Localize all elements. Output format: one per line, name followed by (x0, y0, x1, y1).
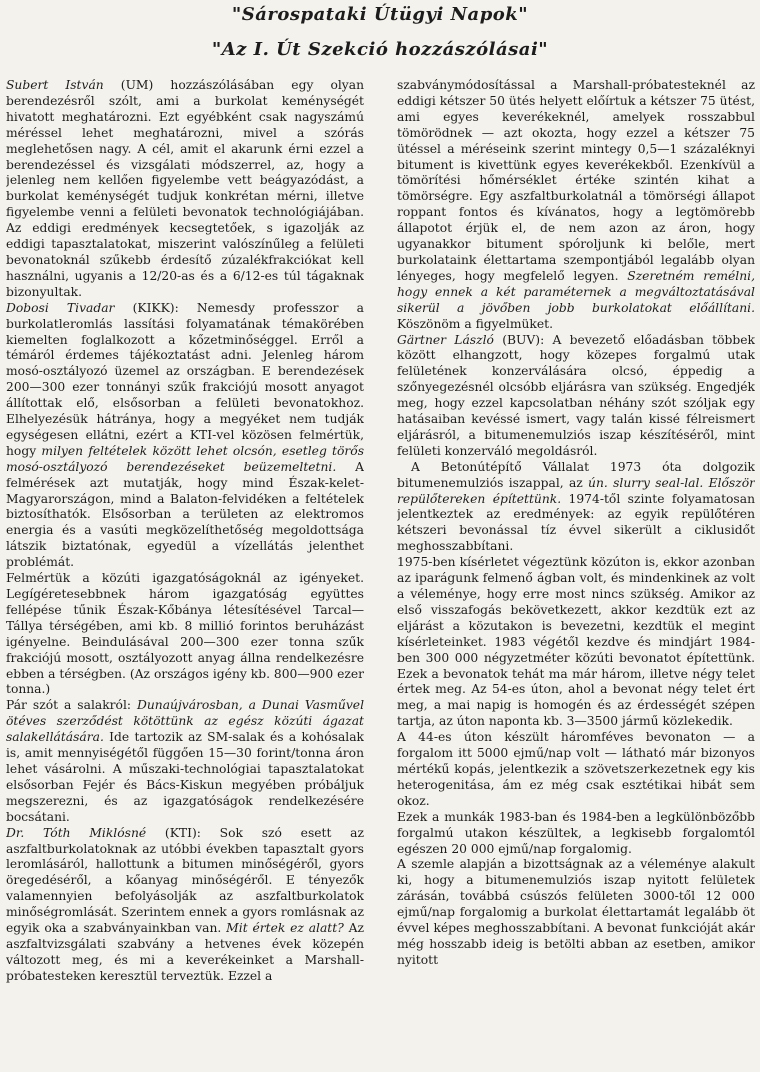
paragraph-gartner (397, 333, 755, 460)
italic-run: Gärtner László (397, 332, 494, 347)
text-run: A Betonútépítő Vállalat 1973 óta dolgozik bitumenemulziós iszappal, az (397, 459, 755, 490)
paragraph-1975 (397, 555, 755, 730)
paragraph-subert (6, 78, 364, 301)
text-run: Az aszfaltvizsgálati szabvány a hetvenes évek közepén változott meg, és mi a keverékeinket a Marshall-próbatesteken keresztül terveztük. Ezzel a (6, 921, 364, 983)
text-run: (KIKK): Nemesdy professzor a burkolatleromlás lassítási folyamatának témakörében kiemelten foglalkozott a kőzetminőséggel. Erről a témáról érdemes tájékoztatást adni. Jelenleg három mosó-osztályozó üzemel az országban. E berendezések 200—300 ezer tonnányi szűk frakciójú mosott anyagot állítottak elő, elsősorban a felületi bevonatokhoz. Elhelyezésük hátránya, hogy a megyéket nem tudják egységesen ellátni, ezért a KTI-vel közösen felmértük, hogy (6, 300, 364, 458)
text-run: Ide tartozik az SM-salak és a kohósalak is, amit mennyiségétől függően 15—30 forint/tonna áron lehet vásárolni. A műszaki-technológiai tapasztalatokat elsősorban Fejér és Bács-Kiskun megyében próbáljuk megszerezni, és az igazgatóságok rendelkezésére bocsátani. (6, 730, 364, 824)
italic-run: Subert István (6, 78, 104, 92)
text-run: Pár szót a salakról: (6, 698, 137, 713)
paragraph-betonutepito (397, 460, 755, 555)
italic-run: milyen feltételek között lehet olcsón, esetleg törős mosó-osztályozó berendezéseket beüzemeltetni. (6, 443, 364, 474)
text-run: A 44-es úton készült háromféves bevonaton — a forgalom itt 5000 ejmű/nap volt — látható már bizonyos mértékű kopás, jelentkezik a szövetszerkezetnek egy kis heterogenitása, ám ez még csak esztétikai hibát sem okoz. (397, 730, 755, 808)
italic-run: Mit értek ez alatt? (226, 921, 344, 936)
text-run: A felmérések azt mutatják, hogy mind Észak-kelet-Magyarországon, mind a Balaton-felvidéken a feltételek biztosíthatók. Elsősorban a területen az elektromos energia és a vasúti megközelíthetőség megoldottsága látszik biztatónak, egyedül a vízellátás jelenthet problémát. (6, 459, 364, 570)
text-run: (BUV): A bevezető előadásban többek között elhangzott, hogy közepes forgalmú utak felületének konzerválására olcsó, éppedig a szőnyegezésnél olcsóbb eljárásra van szükség. Engedjék meg, hogy ezzel kapcsolatban néhány szót szóljak egy hatásaiban kevéssé ismert, vagy talán kissé félreismert eljárásról, a bitumenemulziós iszap készítéséről, mint felületi konzerváló megoldásról. (397, 332, 755, 458)
italic-run: ún. slurry seal-lal. Először repülőtereken építettünk. (397, 475, 755, 506)
article-title: "Sárospataki Útügyi Napok" (231, 4, 529, 25)
text-run: A szemle alapján a bizottságnak az a véleménye alakult ki, hogy a bitumenemulziós iszap nyitott felületek zárásán, továbbá csúszós felületen 3000-től 12 000 ejmű/nap forgalomig a burkolat élettartamát legalább öt évvel képes meghosszabbítani. A bevonat funkcióját akár még hosszabb ideig is betölti abban az esetben, amikor nyitott (397, 857, 755, 967)
paragraph-44-ut (397, 730, 755, 810)
italic-run: Dunaújvárosban, a Dunai Vasművel ötéves szerződést kötöttünk az egész közúti ágazat salakellátására. (6, 698, 364, 745)
italic-run: Szeretném remélni, hogy ennek a két paraméternek a megváltoztatásával sikerül a jövőben jobb burkolatokat előállítani. (397, 268, 755, 315)
paragraph-salak (6, 698, 364, 825)
paragraph-1983-1984 (397, 810, 755, 858)
right-column (397, 78, 755, 1068)
text-run: (UM) hozzászólásában egy olyan berendezésről szólt, ami a burkolat keménységét hivatott meghatározni. Ezt egyébként csak nagyszámú méréssel lehet meghatározni, mivel a szórás meglehetősen nagy. A cél, amit el akarunk érni ezzel a berendezéssel és vizsgálati módszerrel, az, hogy a jelenleg nem kellően figyelembe vett beágyazódást, a burkolat keménységét tudjuk konkrétan mérni, illetve figyelembe venni a felületi bevonatok technológiájában. Az eddigi eredmények kecsegtetőek, s igazolják az eddigi tapasztalatokat, miszerint valószínűleg a felületi bevonatoknál szűkebb érdesítő zúzalékfrakciókat kell használni, ugyanis a 12/20-as és a 6/12-es túl tágaknak bizonyultak. (6, 78, 364, 299)
italic-run: Dobosi Tivadar (6, 300, 115, 315)
paragraph-szabvany (397, 78, 755, 333)
left-column (6, 78, 364, 1068)
text-run: szabványmódosítással a Marshall-próbatesteknél az eddigi kétszer 50 ütés helyett előírtuk a kétszer 75 ütést, ami egyes keverékeknél, amelyek rosszabbul tömörödnek — azt okozta, hogy ezzel a kétszer 75 ütéssel a méréseink szerint mintegy 0,5—1 százaléknyi bitument is kivettünk egyes keverékekből. Ezenkívül a tömörítési hőmérséklet értéke szintén kihat a tömörségre. Egy aszfaltburkolatnál a tömörségi állapot roppant fontos és kívánatos, hogy a legtömörebb állapotot érjük el, de nem azon az áron, hogy ugyanakkor bitument spóroljunk ki belőle, mert burkolataink élettartama szempontjából legalább olyan lényeges, hogy megfelelő legyen. (397, 78, 755, 283)
text-run: Köszönöm a figyelmüket. (397, 316, 553, 331)
paragraph-toth (6, 826, 364, 985)
text-run: 1974-től szinte folyamatosan jelentkeztek az eredmények: az egyik repülőtéren kétszeri bevonással tíz évvel sikerült a ciklusidőt meghosszabbítani. (397, 491, 755, 554)
italic-run: Dr. Tóth Miklósné (6, 825, 147, 840)
article-subtitle: "Az I. Út Szekció hozzászólásai" (211, 39, 549, 60)
text-run: (KTI): Sok szó esett az aszfaltburkolatoknak az utóbbi években tapasztalt gyors leromlásáról, hallottunk a bitumen minőségéről, gyors öregedéséről, a kőanyag minőségéről. E tényezők valamennyien befolyásolják az aszfaltburkolatok minőségromlását. Szerintem ennek a gyors romlásnak az egyik oka a szabványainkban van. (6, 825, 364, 936)
paragraph-igazgatosagok (6, 571, 364, 698)
text-run: Felmértük a közúti igazgatóságoknál az igényeket. Legígéretesebbnek három igazgatóság együttes fellépése tűnik Észak-Kőbánya létesítésével Tarcal—Tállya térségében, ami kb. 8 millió forintos beruházást igényelne. Beindulásával 200—300 ezer tonna szűk frakciójú mosott, osztályozott anyag állna rendelkezésre ebben a térségben. (Az országos igény kb. 800—900 ezer tonna.) (6, 571, 364, 697)
paragraph-szemle (397, 857, 755, 968)
paragraph-dobosi (6, 301, 364, 571)
text-run: Ezek a munkák 1983-ban és 1984-ben a legkülönbözőbb forgalmú utakon készültek, a legkisebb forgalomtól egészen 20 000 ejmű/nap forgalomig. (397, 809, 755, 856)
text-run: 1975-ben kísérletet végeztünk közúton is, ekkor azonban az iparágunk felmenő ágban volt, és mindenkinek az volt a véleménye, hogy erre most nincs szükség. Amikor az első visszafogás bekövetkezett, akkor kezdtük ezt az eljárást a közutakon is bevezetni, kezdtük el megint kísérleteinket. 1983 végétől kezdve és mindjárt 1984-ben 300 000 négyzetméter közúti bevonatot építettünk. Ezek a bevonatok tehát ma már három, illetve négy telet értek meg. Az 54-es úton, ahol a bevonat négy telet ért meg, a mai napig is homogén és az érdességét szépen tartja, az úton naponta kb. 3—3500 jármű közlekedik. (397, 555, 755, 729)
